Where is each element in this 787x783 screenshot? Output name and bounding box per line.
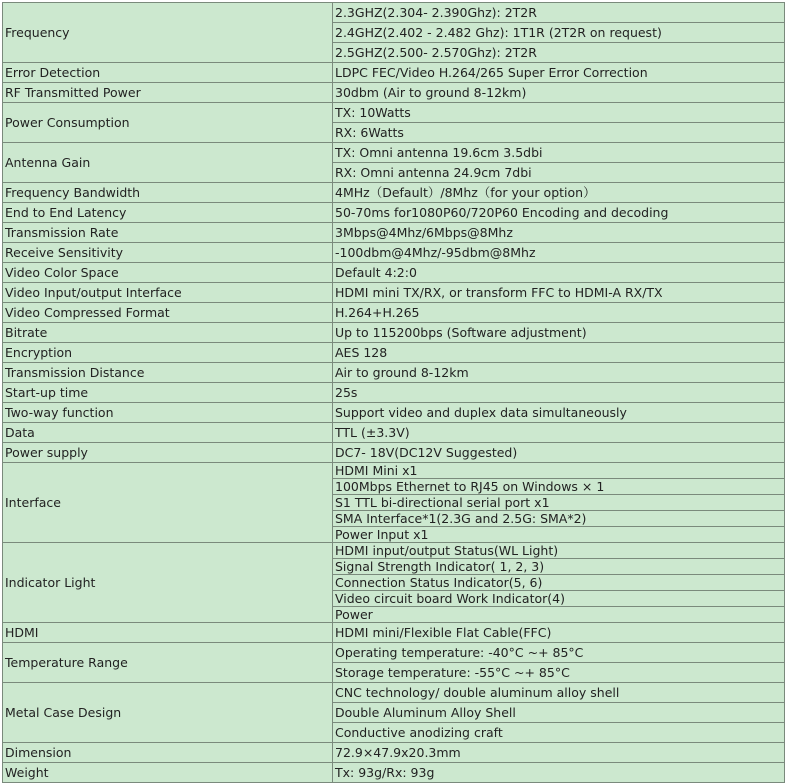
- spec-label[interactable]: Metal Case Design: [3, 683, 333, 742]
- spec-row: [3, 183, 785, 203]
- spec-label[interactable]: Antenna Gain: [3, 143, 333, 182]
- spec-row: [3, 263, 785, 283]
- spec-values: [333, 623, 785, 642]
- spec-value-cell[interactable]: Default 4:2:0: [335, 265, 417, 280]
- spec-row: [3, 443, 785, 463]
- spec-label[interactable]: Video Compressed Format: [3, 303, 333, 322]
- spec-value-cell[interactable]: 2.4GHZ(2.402 - 2.482 Ghz): 1T1R (2T2R on request): [333, 22, 784, 42]
- spec-row: [3, 3, 785, 63]
- spec-row: [3, 363, 785, 383]
- spec-values: [333, 203, 785, 222]
- spec-row: [3, 63, 785, 83]
- spec-values: [333, 343, 785, 362]
- spec-values: [333, 443, 785, 462]
- spec-values: [333, 543, 785, 622]
- spec-values: [333, 3, 785, 62]
- spec-values: [333, 363, 785, 382]
- spec-value-cell[interactable]: TX: 10Watts: [335, 105, 411, 120]
- spec-label[interactable]: Start-up time: [3, 383, 333, 402]
- spec-value-cell[interactable]: HDMI mini TX/RX, or transform FFC to HDMI-A RX/TX: [335, 285, 663, 300]
- spec-label[interactable]: Receive Sensitivity: [3, 243, 333, 262]
- spec-value-cell[interactable]: LDPC FEC/Video H.264/265 Super Error Correction: [335, 65, 648, 80]
- spec-values: [333, 283, 785, 302]
- spec-values: [333, 303, 785, 322]
- spec-values: [333, 243, 785, 262]
- spec-values: [333, 263, 785, 282]
- spec-label[interactable]: Power supply: [3, 443, 333, 462]
- spec-row: [3, 323, 785, 343]
- spec-value-cell[interactable]: 25s: [335, 385, 358, 400]
- spec-value-cell[interactable]: 2.3GHZ(2.304- 2.390Ghz): 2T2R: [335, 5, 537, 20]
- spec-value-cell[interactable]: DC7- 18V(DC12V Suggested): [335, 445, 518, 460]
- spec-row: [3, 543, 785, 623]
- spec-label[interactable]: RF Transmitted Power: [3, 83, 333, 102]
- spec-value-cell[interactable]: RX: Omni antenna 24.9cm 7dbi: [333, 162, 784, 182]
- spec-values: [333, 423, 785, 442]
- spec-value-cell[interactable]: RX: 6Watts: [333, 122, 784, 142]
- spec-row: [3, 243, 785, 263]
- spec-value-cell[interactable]: 4MHz（Default）/8Mhz（for your option）: [335, 185, 596, 200]
- spec-values: [333, 63, 785, 82]
- spec-row: [3, 463, 785, 543]
- spec-value-cell[interactable]: HDMI mini/Flexible Flat Cable(FFC): [335, 625, 552, 640]
- spec-label[interactable]: Frequency: [3, 3, 333, 62]
- spec-value-cell[interactable]: Power: [333, 606, 784, 622]
- spec-value-cell[interactable]: Air to ground 8-12km: [335, 365, 469, 380]
- spec-value-cell[interactable]: Video circuit board Work Indicator(4): [333, 590, 784, 606]
- spec-label[interactable]: Power Consumption: [3, 103, 333, 142]
- spec-label[interactable]: Frequency Bandwidth: [3, 183, 333, 202]
- spec-row: [3, 203, 785, 223]
- spec-value-cell[interactable]: Support video and duplex data simultaneously: [335, 405, 627, 420]
- spec-label[interactable]: Transmission Distance: [3, 363, 333, 382]
- spec-values: [333, 643, 785, 682]
- spec-row: [3, 223, 785, 243]
- spec-label[interactable]: Temperature Range: [3, 643, 333, 682]
- spec-label[interactable]: Interface: [3, 463, 333, 542]
- spec-value-cell[interactable]: CNC technology/ double aluminum alloy shell: [335, 685, 620, 700]
- spec-row: [3, 103, 785, 143]
- spec-label[interactable]: HDMI: [3, 623, 333, 642]
- spec-values: [333, 743, 785, 762]
- spec-table: [2, 2, 785, 783]
- spec-value-cell[interactable]: S1 TTL bi-directional serial port x1: [333, 494, 784, 510]
- spec-label[interactable]: End to End Latency: [3, 203, 333, 222]
- spec-value-cell[interactable]: 2.5GHZ(2.500- 2.570Ghz): 2T2R: [333, 42, 784, 62]
- spec-values: [333, 323, 785, 342]
- spec-value-cell[interactable]: 72.9×47.9x20.3mm: [335, 745, 461, 760]
- spec-label[interactable]: Data: [3, 423, 333, 442]
- spec-value-cell[interactable]: Signal Strength Indicator( 1, 2, 3): [333, 558, 784, 574]
- spec-value-cell[interactable]: Connection Status Indicator(5, 6): [333, 574, 784, 590]
- spec-label[interactable]: Two-way function: [3, 403, 333, 422]
- spec-value-cell[interactable]: 100Mbps Ethernet to RJ45 on Windows × 1: [333, 478, 784, 494]
- spec-label[interactable]: Dimension: [3, 743, 333, 762]
- spec-value-cell[interactable]: Operating temperature: -40°C ~+ 85°C: [335, 645, 584, 660]
- spec-values: [333, 463, 785, 542]
- spec-values: [333, 383, 785, 402]
- spec-value-cell[interactable]: Double Aluminum Alloy Shell: [333, 702, 784, 722]
- spec-row: [3, 403, 785, 423]
- spec-values: [333, 103, 785, 142]
- spec-value-cell[interactable]: AES 128: [335, 345, 388, 360]
- spec-row: [3, 623, 785, 643]
- spec-values: [333, 143, 785, 182]
- spec-row: [3, 743, 785, 763]
- spec-value-cell[interactable]: H.264+H.265: [335, 305, 420, 320]
- spec-row: [3, 643, 785, 683]
- spec-value-cell[interactable]: Power Input x1: [333, 526, 784, 542]
- spec-value-cell[interactable]: TX: Omni antenna 19.6cm 3.5dbi: [335, 145, 543, 160]
- spec-values: [333, 403, 785, 422]
- spec-value-cell[interactable]: SMA Interface*1(2.3G and 2.5G: SMA*2): [333, 510, 784, 526]
- spec-value-cell[interactable]: Up to 115200bps (Software adjustment): [335, 325, 587, 340]
- spec-row: [3, 283, 785, 303]
- spec-value-cell[interactable]: TTL (±3.3V): [335, 425, 410, 440]
- spec-value-cell[interactable]: 30dbm (Air to ground 8-12km): [335, 85, 527, 100]
- spec-label[interactable]: Bitrate: [3, 323, 333, 342]
- spec-value-cell[interactable]: Conductive anodizing craft: [333, 722, 784, 742]
- spec-value-cell[interactable]: HDMI Mini x1: [335, 463, 418, 478]
- spec-row: [3, 683, 785, 743]
- spec-label[interactable]: Indicator Light: [3, 543, 333, 622]
- spec-row: [3, 423, 785, 443]
- spec-value-cell[interactable]: Tx: 93g/Rx: 93g: [335, 765, 435, 780]
- spec-label[interactable]: Video Color Space: [3, 263, 333, 282]
- spec-label[interactable]: Encryption: [3, 343, 333, 362]
- spec-label[interactable]: Transmission Rate: [3, 223, 333, 242]
- spec-values: [333, 683, 785, 742]
- spec-row: [3, 303, 785, 323]
- spec-row: [3, 383, 785, 403]
- spec-row: [3, 83, 785, 103]
- spec-label[interactable]: Video Input/output Interface: [3, 283, 333, 302]
- spec-values: [333, 763, 785, 782]
- spec-row: [3, 143, 785, 183]
- spec-values: [333, 183, 785, 202]
- spec-value-cell[interactable]: HDMI input/output Status(WL Light): [335, 543, 559, 558]
- spec-values: [333, 83, 785, 102]
- spec-row: [3, 763, 785, 783]
- spec-value-cell[interactable]: 3Mbps@4Mhz/6Mbps@8Mhz: [335, 225, 513, 240]
- spec-value-cell[interactable]: Storage temperature: -55°C ~+ 85°C: [333, 662, 784, 682]
- spec-value-cell[interactable]: 50-70ms for1080P60/720P60 Encoding and decoding: [335, 205, 669, 220]
- spec-label[interactable]: Error Detection: [3, 63, 333, 82]
- spec-row: [3, 343, 785, 363]
- spec-values: [333, 223, 785, 242]
- spec-value-cell[interactable]: -100dbm@4Mhz/-95dbm@8Mhz: [335, 245, 536, 260]
- spec-label[interactable]: Weight: [3, 763, 333, 782]
